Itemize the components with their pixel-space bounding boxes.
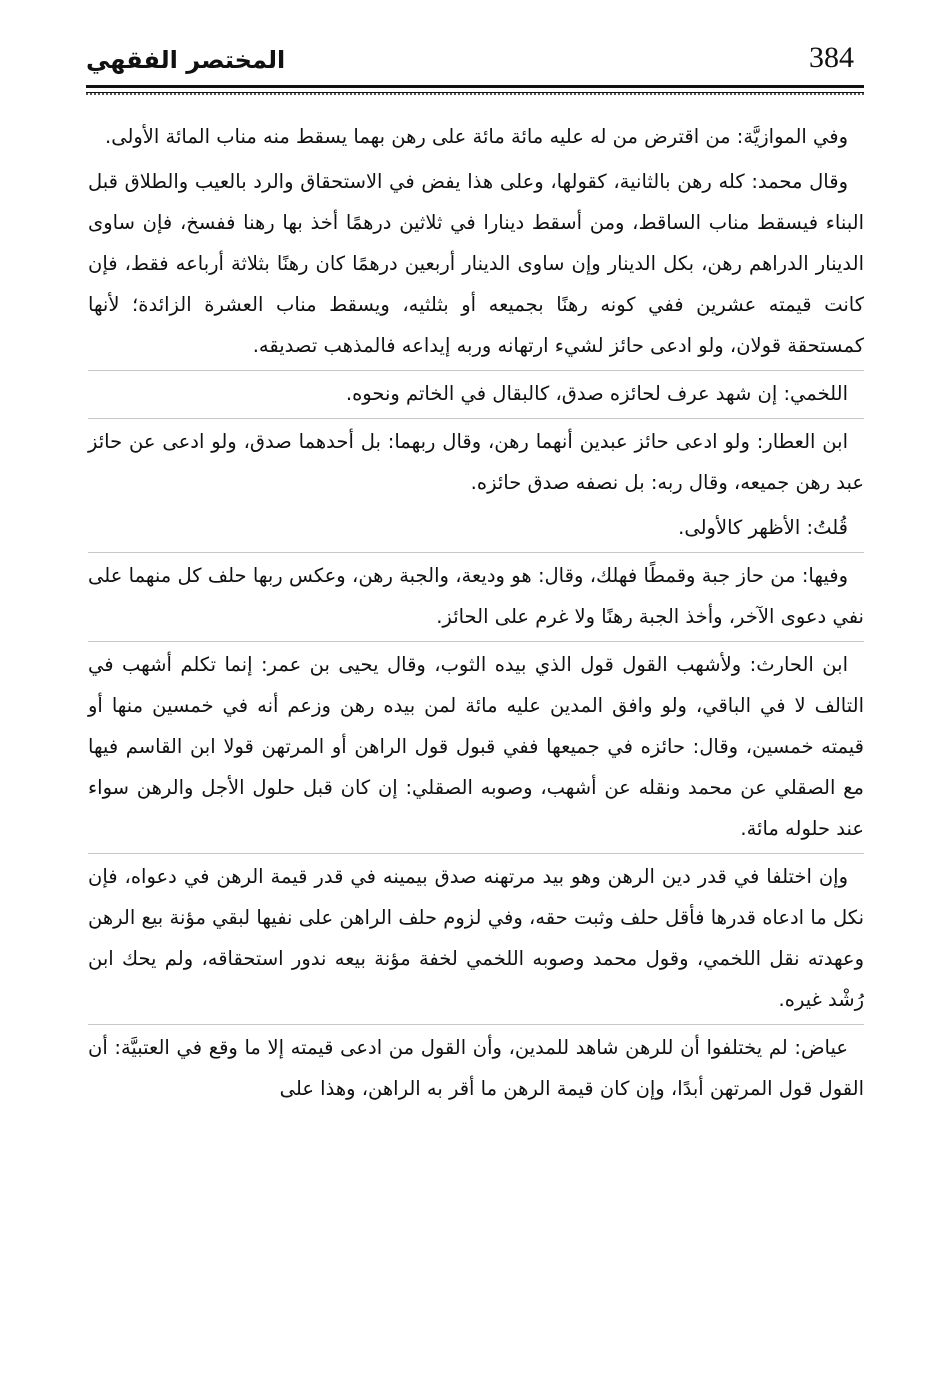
paragraph-7: ابن الحارث: ولأشهب القول قول الذي بيده الثوب، وقال يحيى بن عمر: إنما تكلم أشهب في التالف لا في الباقي، ولو وافق المدين عليه مائة لمن بيده رهن وزعم أنه في خمسين منها أو قيمته خمسين، وقال: حائزه في جميعها ففي قبول قول الراهن أو المرتهن قولا ابن القاسم فيها مع الصقلي عن محمد ونقله عن أشهب، وصوبه الصقلي: إن كان قبل حلول الأجل والرهن سواء عند حلوله مائة. <box>88 641 864 849</box>
header-rule <box>86 85 864 93</box>
page-number: 384 <box>809 41 854 74</box>
paragraph-2: وقال محمد: كله رهن بالثانية، كقولها، وعلى هذا يفض في الاستحقاق والرد بالعيب والطلاق قبل البناء فيسقط مناب الساقط، ومن أسقط دينارا في ثلاثين درهمًا أخذ بها رهنا ففسخ، فإن ساوى الدينار الدراهم رهن، بكل الدينار وإن ساوى الدينار أربعين درهمًا كان رهنًا بثلاثة أرباعه فقط، فإن كانت قيمته عشرين ففي كونه رهنًا بجميعه أو بثلثيه، ويسقط مناب العشرة الزائدة؛ لأنها كمستحقة قولان، ولو ادعى حائز لشيء ارتهانه وربه إيداعه فالمذهب تصديقه. <box>88 170 864 357</box>
body-text <box>88 116 864 1113</box>
paragraph-9: عياض: لم يختلفوا أن للرهن شاهد للمدين، وأن القول من ادعى قيمته إلا ما وقع في العتبيَّة: أن القول قول المرتهن أبدًا، وإن كان قيمة الرهن ما أقر به الراهن، وهذا على <box>88 1024 864 1109</box>
header-rule-dotted <box>86 93 864 95</box>
page-header <box>86 40 864 80</box>
paragraph-1: وفي الموازيَّة: من اقترض من له عليه مائة مائة على رهن بهما يسقط منه مناب المائة الأولى. <box>105 125 848 148</box>
paragraph-8: وإن اختلفا في قدر دين الرهن وهو بيد مرتهنه صدق بيمينه في قدر قيمة الرهن في دعواه، فإن نكل ما ادعاه قدرها فأقل حلف وثبت حقه، وفي لزوم حلف الراهن على نفيها لبقي مؤنة بيع الرهن وعهدته نقل اللخمي، وقول محمد وصوبه اللخمي لخفة مؤنة بيعه ندور استحقاقه، ولم يحك ابن رُشْد غيره. <box>88 853 864 1020</box>
paragraph-4: ابن العطار: ولو ادعى حائز عبدين أنهما رهن، وقال ربهما: بل أحدهما صدق، ولو ادعى عن حائز عبد رهن جميعه، وقال ربه: بل نصفه صدق حائزه. <box>88 418 864 503</box>
running-title: المختصر الفقهي <box>86 46 286 74</box>
paragraph-6: وفيها: من حاز جبة وقمطًا فهلك، وقال: هو وديعة، والجبة رهن، وعكس ربها حلف كل منهما على نفي دعوى الآخر، وأخذ الجبة رهنًا ولا غرم على الحائز. <box>88 552 864 637</box>
paragraph-5: قُلتُ: الأظهر كالأولى. <box>678 516 848 539</box>
paragraph-3: اللخمي: إن شهد عرف لحائزه صدق، كالبقال في الخاتم ونحوه. <box>88 370 864 414</box>
